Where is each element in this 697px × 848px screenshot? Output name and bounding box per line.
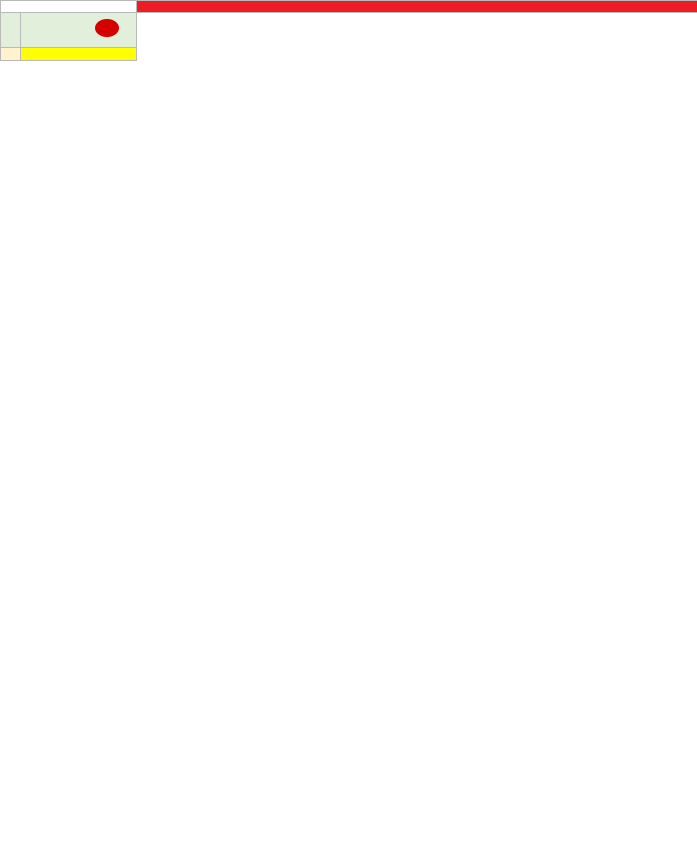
top-row — [1, 48, 697, 61]
page-title — [137, 1, 697, 13]
title-row — [1, 1, 697, 13]
top-row-marker — [1, 48, 21, 61]
stt-header — [1, 13, 21, 48]
top-row-label — [21, 48, 137, 61]
results-table — [0, 0, 697, 61]
logo-cell — [1, 1, 137, 13]
